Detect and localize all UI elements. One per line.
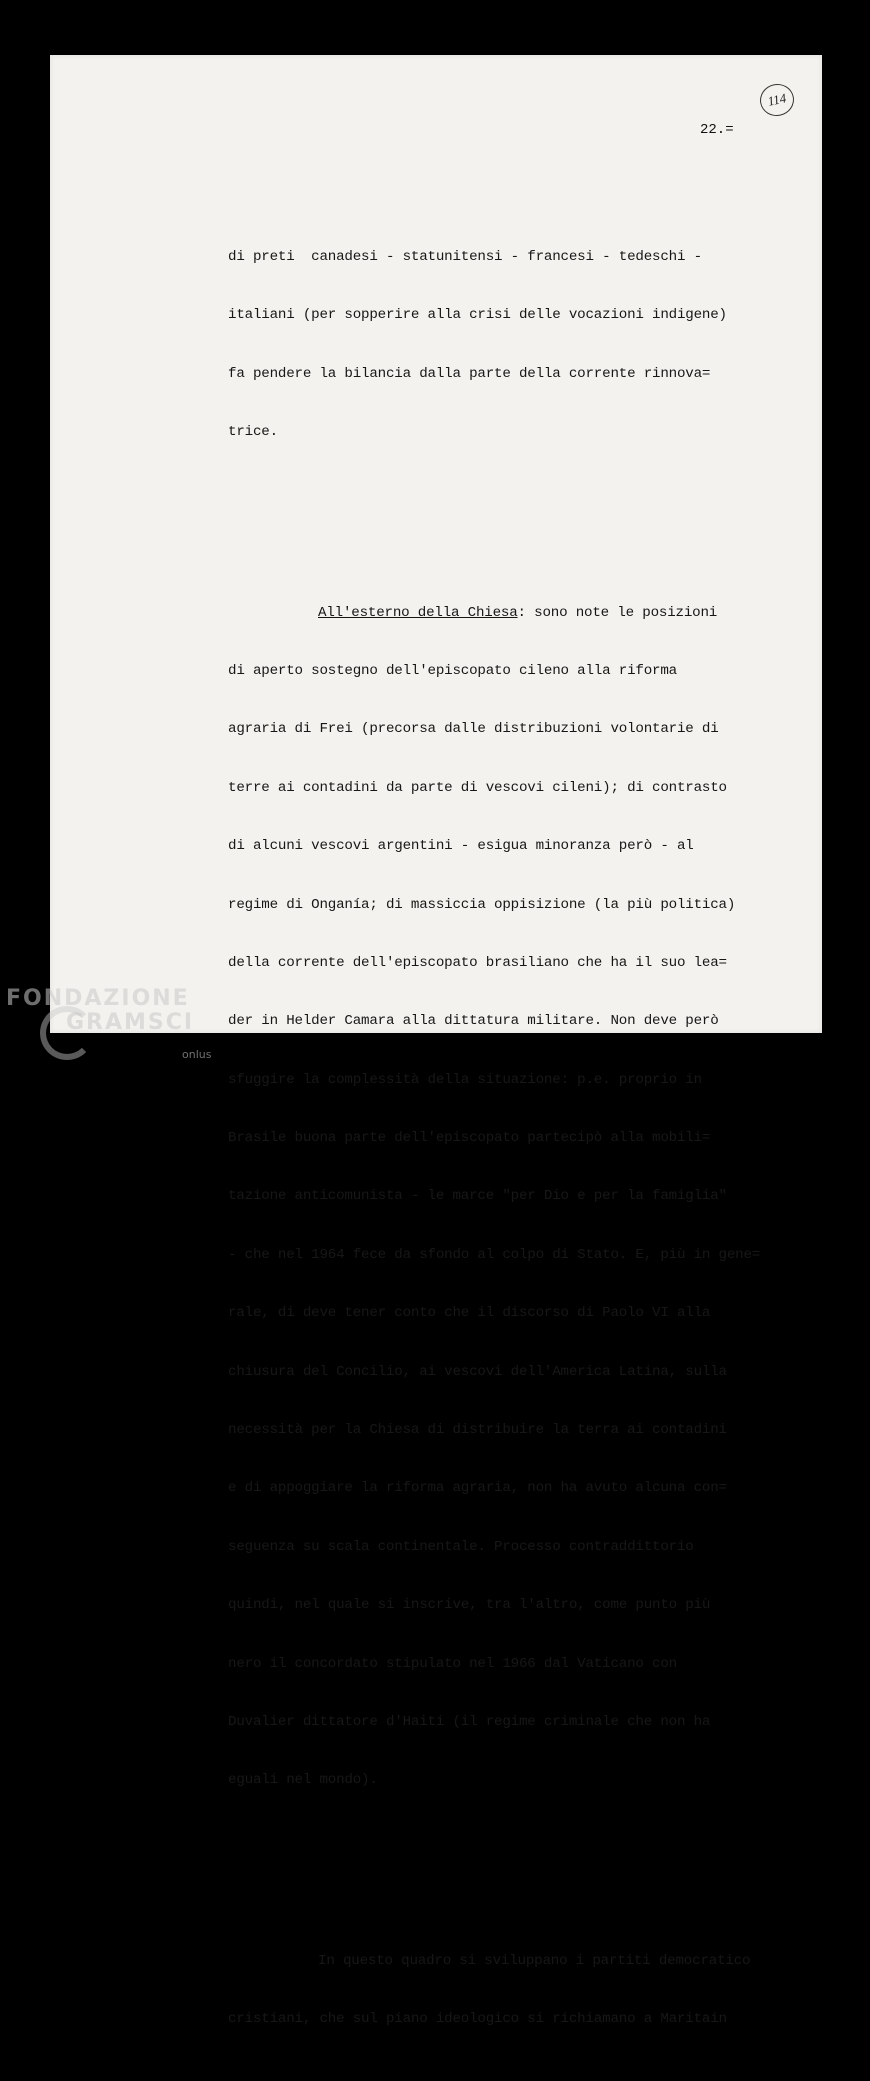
text-line: quindi, nel quale si inscrive, tra l'altro, come punto più [228, 1597, 711, 1614]
text-line: tazione anticomunista - le marce "per Dio e per la famiglia" [228, 1188, 727, 1205]
document-body [228, 180, 788, 2081]
text-line: chiusura del Concilio, ai vescovi dell'America Latina, sulla [228, 1363, 727, 1380]
text-fragment: : sono note le posizioni [517, 604, 718, 621]
text-line: sfuggire la complessità della situazione: p.e. proprio in [228, 1071, 702, 1088]
text-line: fa pendere la bilancia dalla parte della corrente rinnova= [228, 365, 711, 382]
page-number: 22.= [700, 122, 734, 138]
text-line: nero il concordato stipulato nel 1966 dal Vaticano con [228, 1655, 677, 1672]
text-line: necessità per la Chiesa di distribuire la terra ai contadini [228, 1422, 727, 1439]
text-line: di alcuni vescovi argentini - esigua minoranza però - al [228, 838, 694, 855]
text-line: regime di Onganía; di massiccia oppisizione (la più politica) [228, 896, 736, 913]
paragraph-3 [228, 1916, 788, 2065]
watermark-suffix: onlus [182, 1048, 212, 1061]
text-line: terre ai contadini da parte di vescovi cileni); di contrasto [228, 779, 727, 796]
text-line: der in Helder Camara alla dittatura militare. Non deve però [228, 1013, 719, 1030]
text-line: seguenza su scala continentale. Processo contraddittorio [228, 1538, 694, 1555]
text-line: di aperto sostegno dell'episcopato cileno alla riforma [228, 662, 677, 679]
text-line: agraria di Frei (precorsa dalle distribuzioni volontarie di [228, 721, 719, 738]
text-line: e di appoggiare la riforma agraria, non ha avuto alcuna con= [228, 1480, 727, 1497]
paragraph-2 [228, 568, 788, 1826]
archive-number: 114 [766, 90, 788, 109]
text-line: - che nel 1964 fece da sfondo al colpo di Stato. E, più in gene= [228, 1246, 761, 1263]
text-line: trice. [228, 424, 278, 441]
watermark-line1: FONDAZIONE [6, 986, 190, 1011]
text-line: In questo quadro si sviluppano i partiti democratico [318, 1952, 751, 1969]
text-line: della corrente dell'episcopato brasiliano che ha il suo lea= [228, 954, 727, 971]
text-line: eguali nel mondo). [228, 1772, 378, 1789]
section-heading: All'esterno della Chiesa [318, 604, 518, 621]
text-line: rale, di deve tener conto che il discorso di Paolo VI alla [228, 1305, 711, 1322]
text-line: cristiani, che sul piano ideologico si richiamano a Maritain [228, 2011, 727, 2028]
watermark-line2: GRAMSCI [66, 1010, 195, 1035]
text-line: Brasile buona parte dell'episcopato partecipò alla mobili= [228, 1130, 711, 1147]
text-line: italiani (per sopperire alla crisi delle vocazioni indigene) [228, 307, 727, 324]
text-line: di preti canadesi - statunitensi - francesi - tedeschi - [228, 249, 702, 265]
paragraph-1 [228, 212, 788, 478]
watermark-logo-icon [40, 1006, 94, 1060]
watermark [6, 986, 212, 1061]
text-line: Duvalier dittatore d'Haiti (il regime criminale che non ha [228, 1713, 711, 1730]
paragraph-2-first-line [228, 600, 788, 626]
